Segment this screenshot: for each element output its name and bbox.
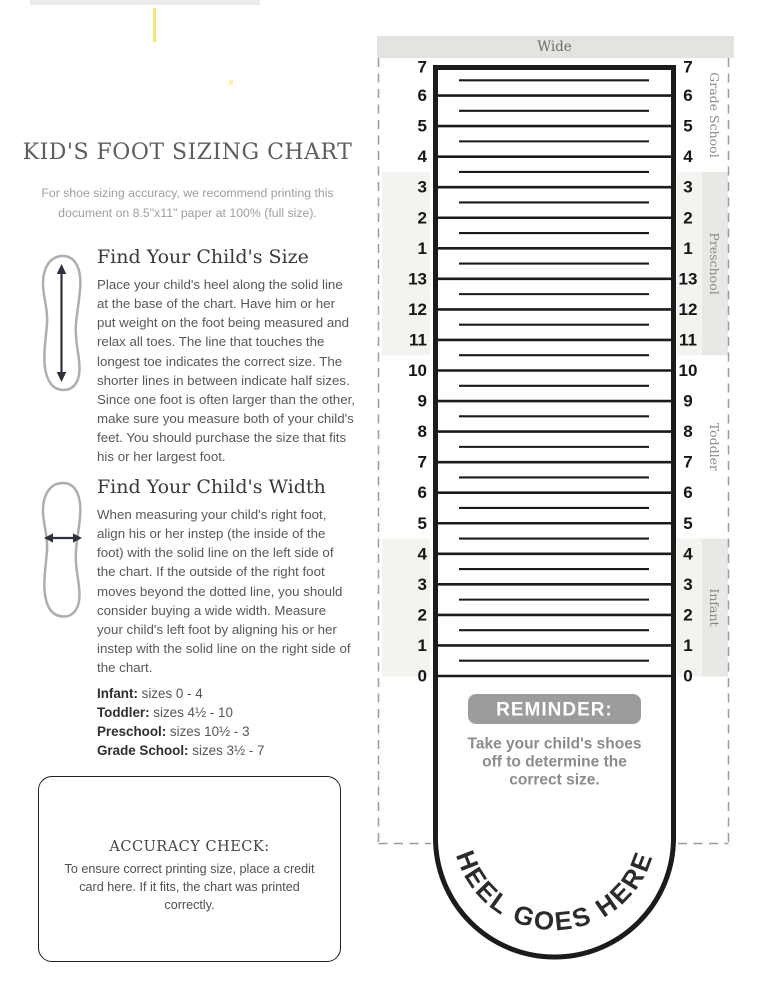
size-number-right: 4: [683, 544, 693, 564]
size-number-right: 4: [683, 147, 693, 167]
reminder-badge-label: REMINDER:: [496, 699, 613, 721]
band-right-numbers: [677, 172, 703, 355]
size-number-right: 9: [683, 391, 693, 411]
size-number-right: 12: [678, 299, 698, 319]
size-number-right: 11: [679, 330, 697, 350]
age-group-label: Preschool: [707, 232, 722, 295]
size-number-left: 3: [417, 177, 427, 197]
size-number-right: 3: [683, 177, 693, 197]
page-title: KID'S FOOT SIZING CHART: [22, 140, 353, 165]
size-number-left: 11: [409, 330, 427, 350]
find-width-heading: Find Your Child's Width: [97, 476, 326, 498]
ruler-outline: [436, 68, 674, 958]
size-number-left: 8: [417, 422, 427, 442]
subtitle-line-2: document on 8.5"x11" paper at 100% (full size).: [58, 205, 317, 220]
age-group-label: Toddler: [707, 422, 722, 472]
size-number-left: 9: [417, 391, 427, 411]
accuracy-check-title: ACCURACY CHECK:: [109, 839, 270, 855]
size-number-right: 2: [683, 208, 693, 228]
find-width-body: When measuring your child's right foot, align his or her instep (the inside of the foot) with the solid line on the left side of the chart. If the outside of the right foot moves beyond the dotted line, you should consider buying a wide width. Measure your child's left foot by aligning his or her instep with the solid line on the right side of the chart.: [97, 507, 351, 676]
size-number-left: 12: [408, 299, 427, 319]
find-size-body: Place your child's heel along the solid line at the base of the chart. Have him or her put weight on the foot being measured and relax all toes. The line that touches the longest toe indicates the correct size. The shorter lines in between indicate half sizes. Since one foot is often larger than the other, make sure you measure both of your child's feet. You should purchase the size that fits his or her largest foot.: [97, 277, 355, 465]
size-number-right: 10: [678, 361, 698, 380]
subtitle-line-1: For shoe sizing accuracy, we recommend printing this: [41, 186, 334, 200]
size-number-left: 4: [417, 147, 427, 167]
size-number-right: 5: [683, 116, 693, 136]
size-number-left: 2: [417, 208, 427, 228]
find-size-heading: Find Your Child's Size: [97, 246, 309, 268]
size-number-left: 2: [417, 605, 427, 625]
size-number-right: 1: [683, 635, 693, 655]
size-number-right: 13: [678, 269, 698, 289]
size-number-right: 3: [683, 574, 693, 594]
size-number-right: 0: [683, 666, 693, 686]
size-number-left: 1: [417, 635, 427, 655]
reminder-note-line: correct size.: [509, 771, 600, 789]
size-number-left: 3: [417, 574, 427, 594]
size-number-left: 5: [417, 116, 427, 136]
size-number-left: 1: [417, 238, 427, 258]
band-left: [382, 172, 430, 355]
heel-goes-here-label: HEEL GOES HERE: [449, 846, 659, 937]
wide-label: Wide: [537, 39, 572, 55]
size-number-left: 7: [417, 452, 427, 472]
age-group-label: Infant: [707, 588, 722, 627]
reminder-note-line: off to determine the: [482, 753, 627, 771]
size-number-left: 6: [417, 86, 427, 106]
size-number-right: 8: [683, 422, 693, 442]
reminder-note-line: Take your child's shoes: [467, 735, 642, 753]
size-number-right: 2: [683, 605, 693, 625]
age-group-label: Grade School: [707, 72, 722, 158]
size-number-right: 6: [683, 86, 693, 106]
size-number-left: 0: [417, 666, 427, 686]
size-number-right: 5: [683, 513, 693, 533]
size-number-left: 4: [417, 544, 427, 564]
size-number-right: 7: [683, 57, 693, 77]
size-number-right: 1: [683, 238, 693, 258]
size-number-left: 7: [417, 57, 427, 77]
size-range-toddler: Toddler: sizes 4½ - 10: [97, 705, 233, 720]
size-number-left: 5: [417, 513, 427, 533]
size-number-left: 6: [417, 483, 427, 503]
size-number-left: 10: [408, 361, 427, 380]
size-range-infant: Infant: sizes 0 - 4: [97, 686, 203, 701]
size-range-preschool: Preschool: sizes 10½ - 3: [97, 724, 250, 739]
accuracy-check-body: To ensure correct printing size, place a credit card here. If it fits, the chart was printed correctly.: [64, 862, 315, 912]
size-number-left: 13: [408, 269, 427, 289]
size-number-right: 7: [683, 452, 693, 472]
size-range-grade-school: Grade School: sizes 3½ - 7: [97, 743, 265, 758]
size-number-right: 6: [683, 483, 693, 503]
